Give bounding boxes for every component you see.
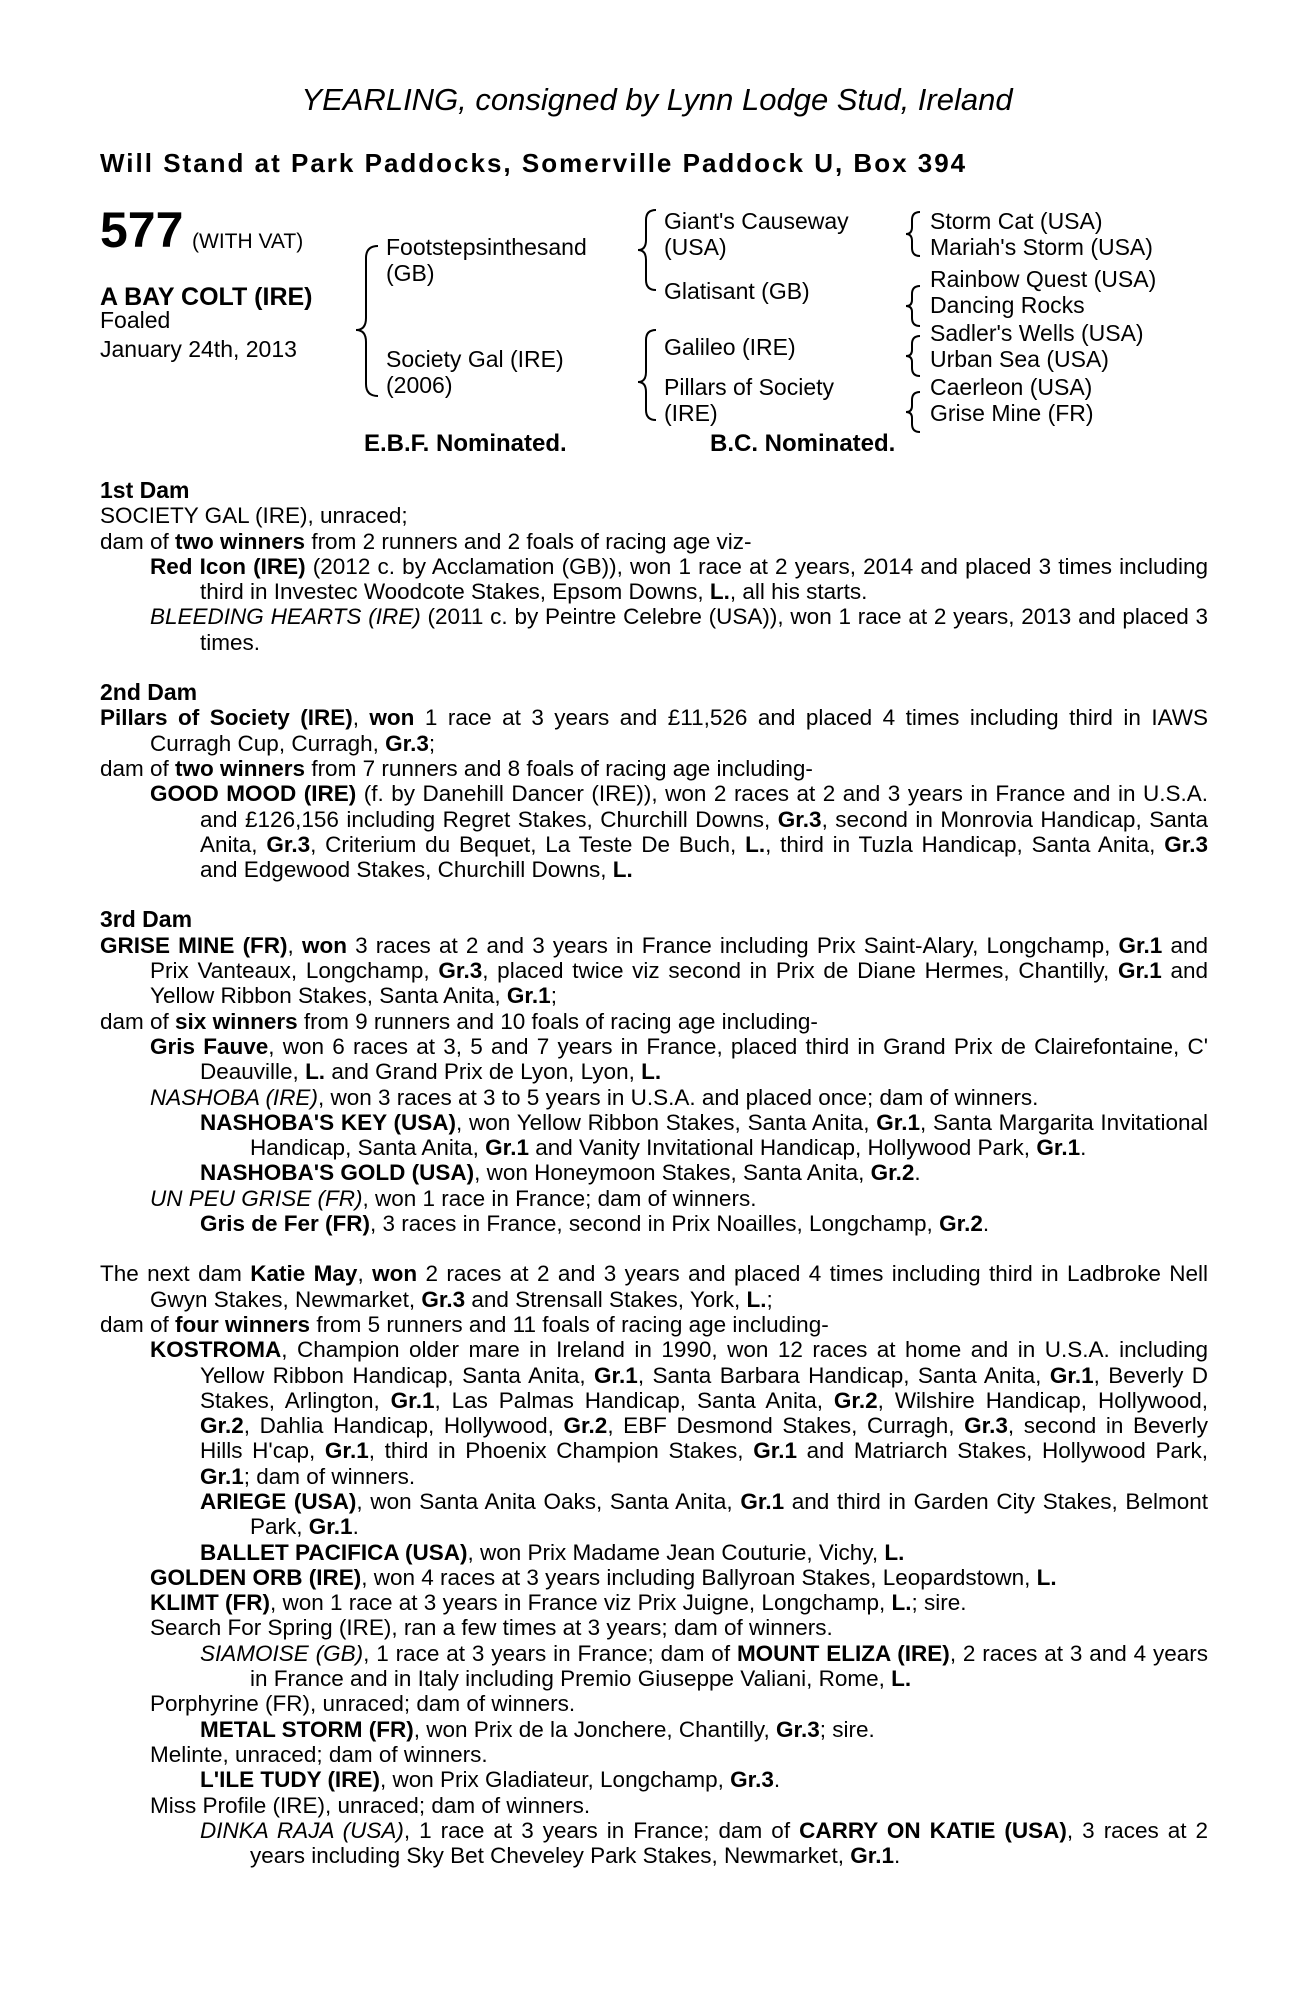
produce-entry: ARIEGE (USA), won Santa Anita Oaks, Santa Anita, Gr.1 and third in Garden City Stakes, Belmont Park, Gr.1. [200, 1488, 1208, 1540]
second-dam-heading: 2nd Dam [100, 679, 198, 706]
dam-sire: Galileo (IRE) [664, 334, 796, 360]
ddd: Grise Mine (FR) [930, 400, 1094, 426]
dsd: Urban Sea (USA) [930, 346, 1109, 372]
produce-entry: BALLET PACIFICA (USA), won Prix Madame Jean Couturie, Vichy, L. [200, 1539, 905, 1565]
foaled-date: January 24th, 2013 [100, 336, 297, 362]
produce-entry: METAL STORM (FR), won Prix de la Jonchere, Chantilly, Gr.3; sire. [200, 1716, 875, 1742]
produce-entry: NASHOBA (IRE), won 3 races at 3 to 5 years in U.S.A. and placed once; dam of winners. [150, 1084, 1039, 1110]
first-dam-heading: 1st Dam [100, 477, 190, 503]
first-dam-line: SOCIETY GAL (IRE), unraced; [100, 503, 408, 529]
lot-number: 577 [100, 202, 184, 258]
produce-entry: Search For Spring (IRE), ran a few times at 3 years; dam of winners. [150, 1615, 833, 1641]
produce-entry: KLIMT (FR), won 1 race at 3 years in France viz Prix Juigne, Longchamp, L.; sire. [150, 1590, 967, 1616]
produce-entry: Red Icon (IRE) (2012 c. by Acclamation (GB)), won 1 race at 2 years, 2014 and placed 3 times including third in Investec Woodcote Stakes, Epsom Downs, L., all his starts. [150, 553, 1208, 605]
produce-entry: Miss Profile (IRE), unraced; dam of winners. [150, 1792, 591, 1818]
sire-dam: Glatisant (GB) [664, 278, 810, 304]
produce-entry: NASHOBA'S KEY (USA), won Yellow Ribbon Stakes, Santa Anita, Gr.1, Santa Margarita Invitational Handicap, Santa Anita, Gr.1 and Vanity Invitational Handicap, Hollywood Park, Gr.1. [200, 1109, 1208, 1161]
produce-entry: UN PEU GRISE (FR), won 1 race in France; dam of winners. [150, 1185, 757, 1211]
produce-entry: L'ILE TUDY (IRE), won Prix Gladiateur, Longchamp, Gr.3. [200, 1767, 781, 1793]
bc-nominated: B.C. Nominated. [710, 430, 896, 457]
ebf-nominated: E.B.F. Nominated. [364, 430, 567, 457]
first-dam-produce-summary: dam of two winners from 2 runners and 2 foals of racing age viz- [100, 528, 752, 554]
pedigree-braces [0, 0, 1314, 460]
dss: Sadler's Wells (USA) [930, 320, 1144, 346]
produce-entry: BLEEDING HEARTS (IRE) (2011 c. by Peintre Celebre (USA)), won 1 race at 2 years, 2013 and placed 3 times. [150, 604, 1209, 655]
third-dam-produce-summary: dam of six winners from 9 runners and 10 foals of racing age including- [100, 1008, 818, 1034]
catalogue-body [100, 478, 1208, 1868]
third-dam-line: GRISE MINE (FR), won 3 races at 2 and 3 years in France including Prix Saint-Alary, Longchamp, Gr.1 and Prix Vanteaux, Longchamp, Gr.3, placed twice viz second in Prix de Diane Hermes, Chantilly, Gr.1 and Yellow Ribbon Stakes, Santa Anita, Gr.1; [100, 932, 1209, 1009]
produce-entry: DINKA RAJA (USA), 1 race at 3 years in France; dam of CARRY ON KATIE (USA), 3 races at 2 years including Sky Bet Cheveley Park Stakes, Newmarket, Gr.1. [200, 1817, 1208, 1869]
produce-entry: Gris de Fer (FR), 3 races in France, second in Prix Noailles, Longchamp, Gr.2. [200, 1211, 990, 1237]
sire: Footstepsinthesand (GB) [386, 234, 587, 286]
page-subtitle: YEARLING, consigned by Lynn Lodge Stud, Ireland [301, 82, 1013, 117]
second-dam-line: Pillars of Society (IRE), won 1 race at 3 years and £11,526 and placed 4 times including third in IAWS Curragh Cup, Curragh, Gr.3; [100, 705, 1208, 756]
foaled-label: Foaled [100, 307, 171, 333]
lot-title: A BAY COLT (IRE) [100, 283, 313, 311]
produce-entry: SIAMOISE (GB), 1 race at 3 years in France; dam of MOUNT ELIZA (IRE), 2 races at 3 and 4 years in France and in Italy including Premio Giuseppe Valiani, Rome, L. [200, 1640, 1208, 1692]
next-dam-line: The next dam Katie May, won 2 races at 2 and 3 years and placed 4 times including third in Ladbroke Nell Gwyn Stakes, Newmarket, Gr.3 and Strensall Stakes, York, L.; [100, 1261, 1209, 1312]
sds: Rainbow Quest (USA) [930, 266, 1157, 292]
sire-sire: Giant's Causeway (USA) [664, 208, 849, 260]
produce-entry: Porphyrine (FR), unraced; dam of winners. [150, 1691, 576, 1717]
produce-entry: KOSTROMA, Champion older mare in Ireland in 1990, won 12 races at home and in U.S.A. including Yellow Ribbon Handicap, Santa Anita, Gr.1, Santa Barbara Handicap, Santa Anita, Gr.1, Beverly D Stakes, Arlington, Gr.1, Las Palmas Handicap, Santa Anita, Gr.2, Wilshire Handicap, Hollywood, Gr.2, Dahlia Handicap, Hollywood, Gr.2, EBF Desmond Stakes, Curragh, Gr.3, second in Beverly Hills H'cap, Gr.1, third in Phoenix Champion Stakes, Gr.1 and Matriarch Stakes, Hollywood Park, Gr.1; dam of winners. [150, 1337, 1208, 1489]
vat-note: (WITH VAT) [192, 230, 304, 253]
dam-dam: Pillars of Society (IRE) [664, 374, 835, 426]
ssd: Mariah's Storm (USA) [930, 234, 1153, 260]
sss: Storm Cat (USA) [930, 208, 1103, 234]
third-dam-heading: 3rd Dam [100, 906, 193, 933]
produce-entry: GOLDEN ORB (IRE), won 4 races at 3 years including Ballyroan Stakes, Leopardstown, L. [150, 1564, 1057, 1590]
dds: Caerleon (USA) [930, 374, 1093, 400]
second-dam-produce-summary: dam of two winners from 7 runners and 8 foals of racing age including- [100, 755, 813, 781]
produce-entry: Melinte, unraced; dam of winners. [150, 1741, 488, 1767]
stand-location: Will Stand at Park Paddocks, Somerville Paddock U, Box 394 [100, 148, 968, 178]
sdd: Dancing Rocks [930, 292, 1085, 318]
next-dam-produce-summary: dam of four winners from 5 runners and 11 foals of racing age including- [100, 1311, 829, 1337]
produce-entry: NASHOBA'S GOLD (USA), won Honeymoon Stakes, Santa Anita, Gr.2. [200, 1160, 921, 1186]
produce-entry: GOOD MOOD (IRE) (f. by Danehill Dancer (IRE)), won 2 races at 2 and 3 years in France and in U.S.A. and £126,156 including Regret Stakes, Churchill Downs, Gr.3, second in Monrovia Handicap, Santa Anita, Gr.3, Criterium du Bequet, La Teste De Buch, L., third in Tuzla Handicap, Santa Anita, Gr.3 and Edgewood Stakes, Churchill Downs, L. [150, 781, 1208, 883]
produce-entry: Gris Fauve, won 6 races at 3, 5 and 7 years in France, placed third in Grand Prix de Clairefontaine, C' Deauville, L. and Grand Prix de Lyon, Lyon, L. [150, 1033, 1208, 1085]
dam: Society Gal (IRE) (2006) [386, 346, 564, 398]
